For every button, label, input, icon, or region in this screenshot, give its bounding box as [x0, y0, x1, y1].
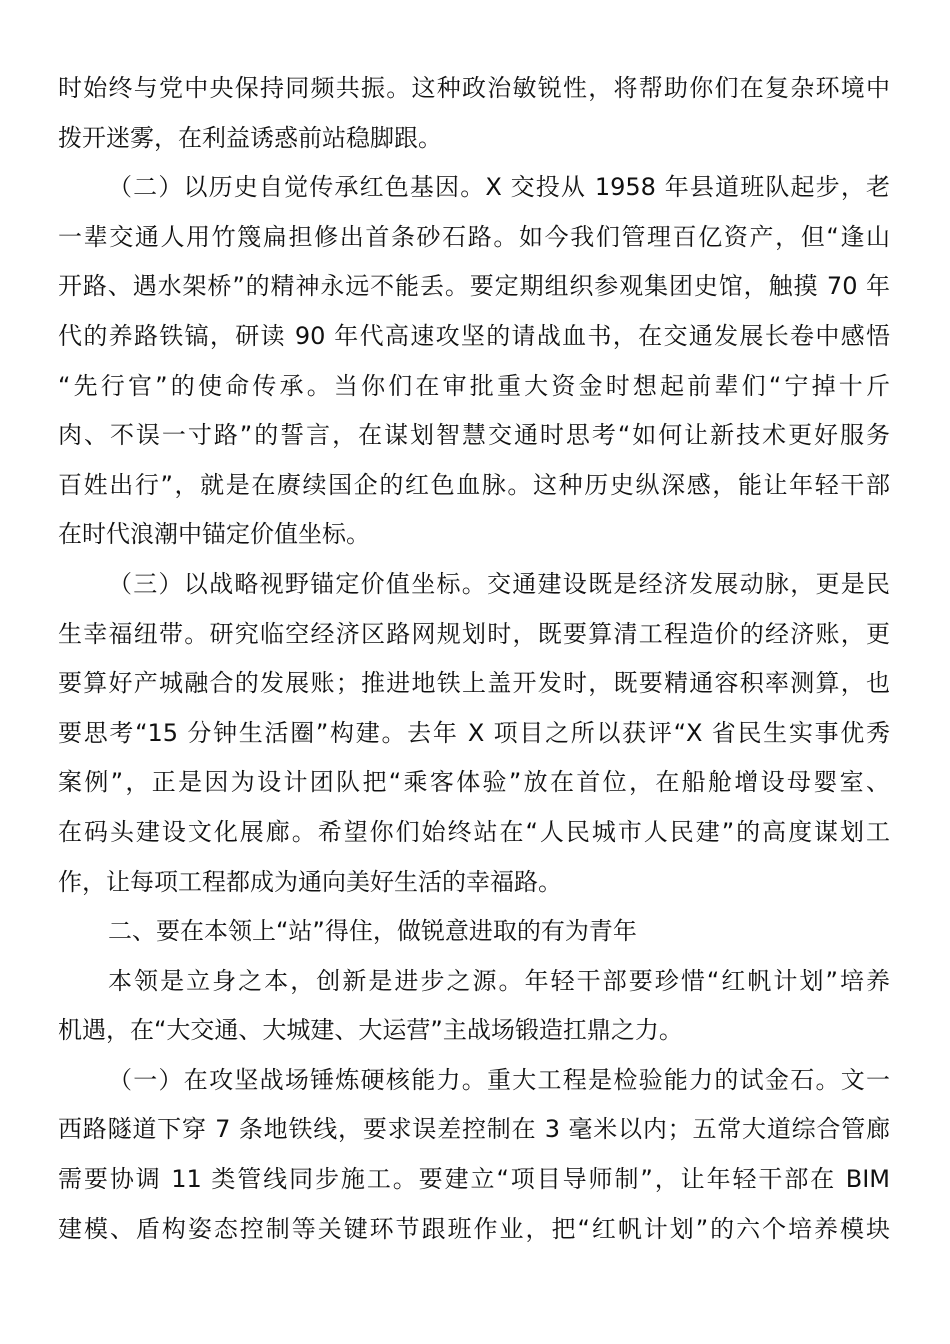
text-line: 时始终与党中央保持同频共振。这种政治敏锐性，将帮助你们在复杂环境中	[58, 74, 890, 102]
text-line: 本领是立身之本，创新是进步之源。年轻干部要珍惜“红帆计划”培养	[108, 966, 890, 995]
text-line: 百姓出行”，就是在赓续国企的红色血脉。这种历史纵深感，能让年轻干部	[58, 470, 890, 499]
text-line: 案例”，正是因为设计团队把“乘客体验”放在首位，在船舱增设母婴室、	[58, 768, 890, 797]
section-heading-line: （二）以历史自觉传承红色基因。X 交投从 1958 年县道班队起步，老	[108, 173, 890, 202]
text-line: 拨开迷雾，在利益诱惑前站稳脚跟。	[58, 123, 442, 152]
document-body	[58, 64, 890, 1254]
section-heading-line: （一）在攻坚战场锤炼硬核能力。重大工程是检验能力的试金石。文一	[108, 1065, 890, 1094]
chapter-heading-line: 二、要在本领上“站”得住，做锐意进取的有为青年	[108, 917, 637, 946]
text-line: 开路、遇水架桥”的精神永远不能丢。要定期组织参观集团史馆，触摸 70 年	[58, 272, 890, 301]
text-line: 在时代浪潮中锚定价值坐标。	[58, 520, 370, 549]
text-line: 需要协调 11 类管线同步施工。要建立“项目导师制”，让年轻干部在 BIM	[58, 1165, 890, 1194]
section-heading-line: （三）以战略视野锚定价值坐标。交通建设既是经济发展动脉，更是民	[108, 569, 890, 598]
text-line: 机遇，在“大交通、大城建、大运营”主战场锻造扛鼎之力。	[58, 1016, 683, 1045]
text-line: 一辈交通人用竹篾扁担修出首条砂石路。如今我们管理百亿资产，但“逢山	[58, 222, 890, 251]
text-line: “先行官”的使命传承。当你们在审批重大资金时想起前辈们“宁掉十斤	[58, 371, 890, 400]
text-line: 要思考“15 分钟生活圈”构建。去年 X 项目之所以获评“X 省民生实事优秀	[58, 718, 890, 747]
text-line: 肉、不误一寸路”的誓言，在谋划智慧交通时思考“如何让新技术更好服务	[58, 421, 890, 450]
text-line: 生幸福纽带。研究临空经济区路网规划时，既要算清工程造价的经济账，更	[58, 619, 890, 648]
text-line: 建模、盾构姿态控制等关键环节跟班作业，把“红帆计划”的六个培养模块	[58, 1214, 890, 1243]
text-line: 要算好产城融合的发展账；推进地铁上盖开发时，既要精通容积率测算，也	[58, 669, 890, 698]
text-line: 西路隧道下穿 7 条地铁线，要求误差控制在 3 毫米以内；五常大道综合管廊	[58, 1115, 890, 1144]
text-line: 代的养路铁镐，研读 90 年代高速攻坚的请战血书，在交通发展长卷中感悟	[58, 321, 890, 350]
text-line: 作，让每项工程都成为通向美好生活的幸福路。	[58, 867, 562, 896]
text-line: 在码头建设文化展廊。希望你们始终站在“人民城市人民建”的高度谋划工	[58, 817, 890, 846]
